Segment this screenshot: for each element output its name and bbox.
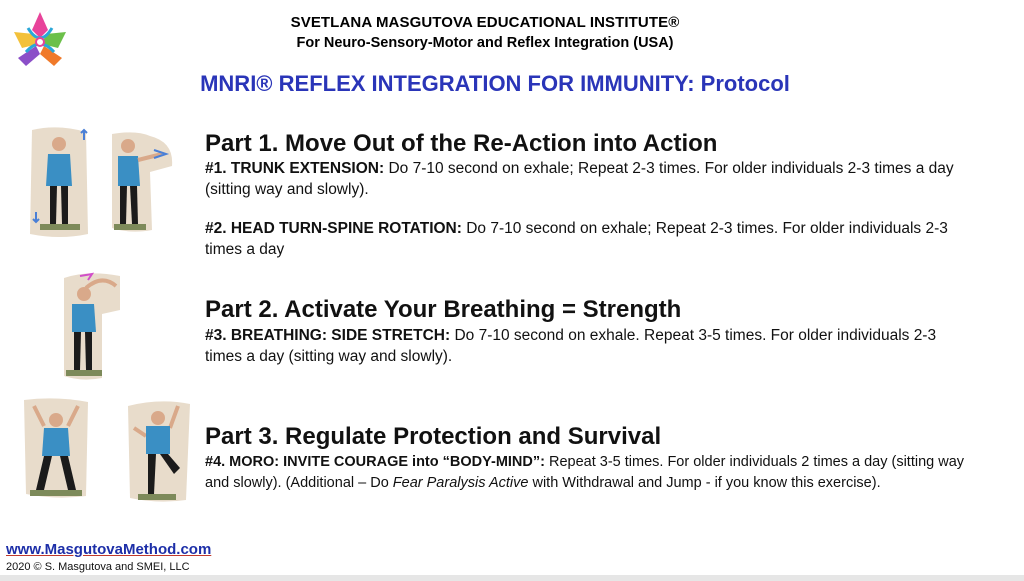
exercise-4-body-end: with Withdrawal and Jump - if you know this exercise). bbox=[528, 475, 881, 491]
exercise-1-label: #1. TRUNK EXTENSION: bbox=[205, 160, 385, 177]
exercise-4-text bbox=[205, 452, 965, 494]
exercise-3-label: #3. BREATHING: SIDE STRETCH: bbox=[205, 327, 451, 344]
head-turn-figure bbox=[110, 130, 176, 234]
exercise-4-label: #4. MORO: INVITE COURAGE into “BODY-MIND”: bbox=[205, 454, 545, 470]
moro-figure-a bbox=[22, 396, 90, 500]
bottom-divider bbox=[0, 575, 1024, 581]
part-2-title: Part 2. Activate Your Breathing = Strength bbox=[205, 296, 682, 323]
side-stretch-figure bbox=[58, 270, 126, 382]
exercise-4-body: Repeat 3-5 times. For older individuals 2 times a day (sitting way and slowly). (Additional – Do bbox=[205, 454, 965, 491]
exercise-3-text bbox=[205, 325, 965, 367]
part-3-title: Part 3. Regulate Protection and Survival bbox=[205, 423, 662, 450]
website-link[interactable]: www.MasgutovaMethod.com bbox=[6, 541, 212, 558]
part-1-title: Part 1. Move Out of the Re-Action into Action bbox=[205, 130, 718, 157]
exercise-1-text bbox=[205, 158, 965, 200]
exercise-2-text bbox=[205, 218, 965, 260]
exercise-3-body: Do 7-10 second on exhale. Repeat 3-5 times. For older individuals 2-3 times a day (sitting way and slowly). bbox=[205, 327, 937, 365]
exercise-2-label: #2. HEAD TURN-SPINE ROTATION: bbox=[205, 220, 462, 237]
exercise-1-body: Do 7-10 second on exhale; Repeat 2-3 times. For older individuals 2-3 times a day (sitting way and slowly). bbox=[205, 160, 954, 198]
trunk-extension-figure bbox=[28, 124, 90, 240]
exercise-4-italic: Fear Paralysis Active bbox=[392, 475, 529, 491]
page-title: MNRI® REFLEX INTEGRATION FOR IMMUNITY: Protocol bbox=[200, 71, 790, 96]
exercise-2-body: Do 7-10 second on exhale; Repeat 2-3 times. For older individuals 2-3 times a day bbox=[205, 220, 948, 258]
moro-figure-b bbox=[124, 398, 194, 504]
institute-subtitle: For Neuro-Sensory-Motor and Reflex Integration (USA) bbox=[296, 35, 674, 51]
institute-name: SVETLANA MASGUTOVA EDUCATIONAL INSTITUTE® bbox=[290, 14, 680, 31]
lotus-flower-logo bbox=[8, 8, 72, 72]
copyright: 2020 © S. Masgutova and SMEI, LLC bbox=[6, 561, 190, 573]
